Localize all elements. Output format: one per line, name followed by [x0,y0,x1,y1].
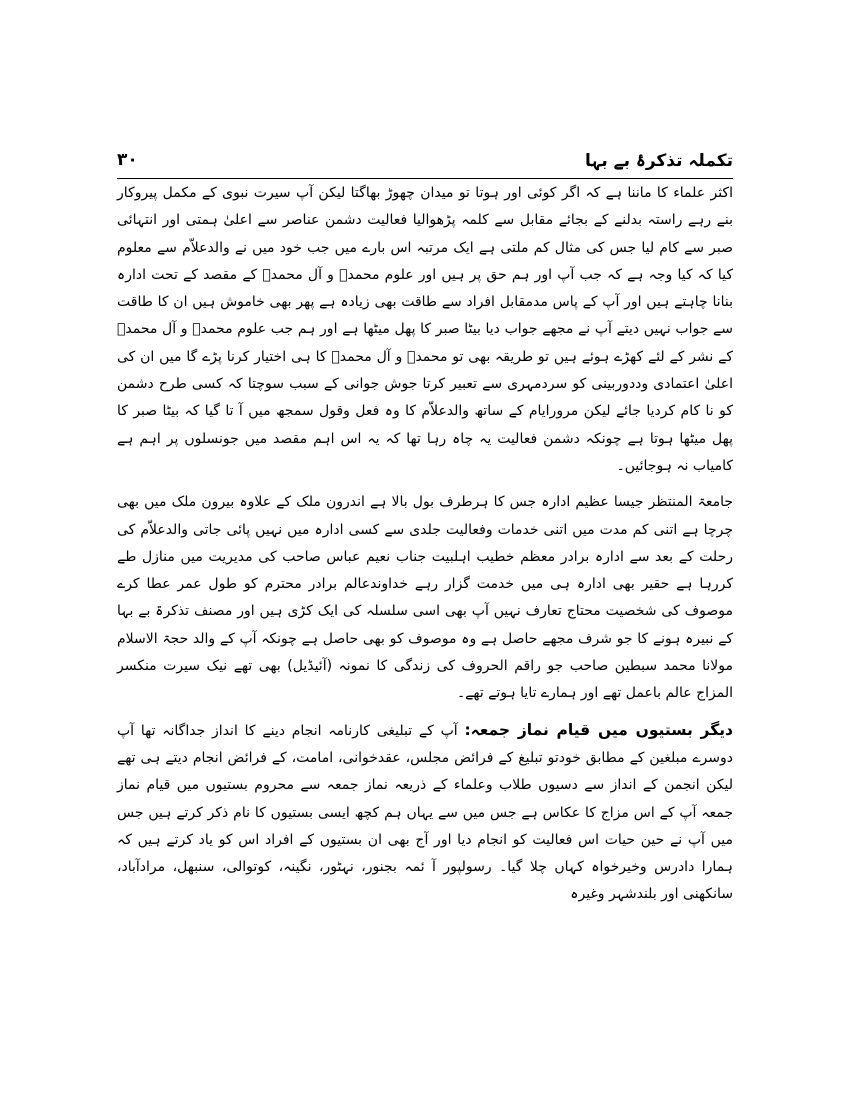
paragraph-1: اکثر علماء کا ماننا ہے کہ اگر کوئی اور ہوتا تو میدان چھوڑ بھاگتا لیکن آپ سیرت نبوی کے مکمل پیروکار بنے رہے راستہ بدلنے کے بجائے مقابل سے کلمہ پڑھوالیا فعالیت دشمن عناصر سے اعلیٰ ہمتی اور انتہائی صبر سے کام لیا جس کی مثال کم ملتی ہے ایک مرتبہ اس بارے میں جب خود میں نے والدعلاّم سے معلوم کیا کہ کیا وجہ ہے کہ جب آپ اور ہم حق پر ہیں اور علوم محمدؐ و آل محمدؐ کے مقصد کے تحت ادارہ بنانا چاہتے ہیں اور آپ کے پاس مدمقابل افراد سے طاقت بھی زیادہ ہے پھر بھی خاموش ہیں ان کا طاقت سے جواب نہیں دیتے آپ نے مجھے جواب دیا بیٹا صبر کا پھل میٹھا ہے اور ہم جب علوم محمدؐ و آل محمدؐ کے نشر کے لئے کھڑے ہوئے ہیں تو طریقہ بھی تو محمدؐ و آل محمدؐ کا ہی اختیار کرنا پڑے گا میں ان کی اعلیٰ اعتمادی وددوربینی کو سردمہری سے تعبیر کرتا جوش جوانی کے سبب سوچتا کہ کسی طرح دشمن کو نا کام کردیا جائے لیکن مرورایام کے ساتھ والدعلاّم کا وہ فعل وقول سمجھ میں آ تا گیا کہ بیٹا صبر کا پھل میٹھا ہوتا ہے چونکہ دشمن فعالیت یہ چاہ رہا تھا کہ یہ اس اہم مقصد میں جونسلوں پر اہم ہے کامیاب نہ ہوجائیں۔ [117,185,733,474]
paragraph-2: جامعۃ المنتظر جیسا عظیم ادارہ جس کا ہرطرف بول بالا ہے اندرون ملک کے علاوہ بیرون ملک میں بھی چرچا ہے اتنی کم مدت میں اتنی خدمات وفعالیت جلدی سے کسی ادارہ میں نہیں پائی جاتی والدعلاّم کی رحلت کے بعد سے ادارہ برادر معظم خطیب اہلبیت جناب نعیم عباس صاحب کی مدیریت میں منازل طے کررہا ہے حقیر بھی ادارہ ہی میں خدمت گزار رہے خداوندعالم برادر محترم کو طول عمر عطا کرے موصوف کی شخصیت محتاج تعارف نہیں آپ بھی اسی سلسلہ کی ایک کڑی ہیں اور مصنف تذکرۃ بے بہا کے نبیرہ ہونے کا جو شرف مجھے حاصل ہے وہ موصوف کو بھی حاصل ہے چونکہ آپ کے والد حجۃ الاسلام مولانا محمد سبطین صاحب جو راقم الحروف کی زندگی کا نمونہ (آئیڈیل) بھی تھے نیک سیرت منکسر المزاج عالم باعمل تھے اور ہمارے تایا ہوتے تھے۔ [117,494,733,702]
paragraph-3 [117,717,733,909]
page-body [117,180,733,909]
paragraph-3-text: آپ کے تبلیغی کارنامہ انجام دینے کا انداز جداگانہ تھا آپ دوسرے مبلغین کے مطابق خودتو تبلیغ کے فرائض مجلس، عقدخوانی، امامت، کے فرائض انجام دیتے ہی تھے لیکن انجمن کے انداز سے دسیوں طلاب وعلماء کے ذریعہ نماز جمعہ سے محروم بستیوں میں قیام نماز جمعہ آپ کے اس مزاج کا عکاس ہے جس میں سے یہاں ہم کچھ ایسی بستیوں کا نام ذکر کرتے ہیں جس میں آپ نے حین حیات اس فعالیت کو انجام دیا اور آج بھی ان بستیوں کے افراد اس کو یاد کرتے ہیں کہ ہمارا دادرس وخیرخواہ کہاں چلا گیا۔ رسولپور آ ئمہ بجنور، نہٹور، نگینہ، کوتوالی، سنبھل، مرادآباد، سانکھنی اور بلندشہر وغیرہ [117,722,733,903]
section-heading: دیگر بستیوں میں قیام نماز جمعہ: [464,720,733,739]
page-number: ۳۰ [117,150,138,170]
header-divider [117,178,733,179]
running-header [117,148,733,178]
book-title: تکملہ تذکرۂ بے بہا [584,151,733,171]
